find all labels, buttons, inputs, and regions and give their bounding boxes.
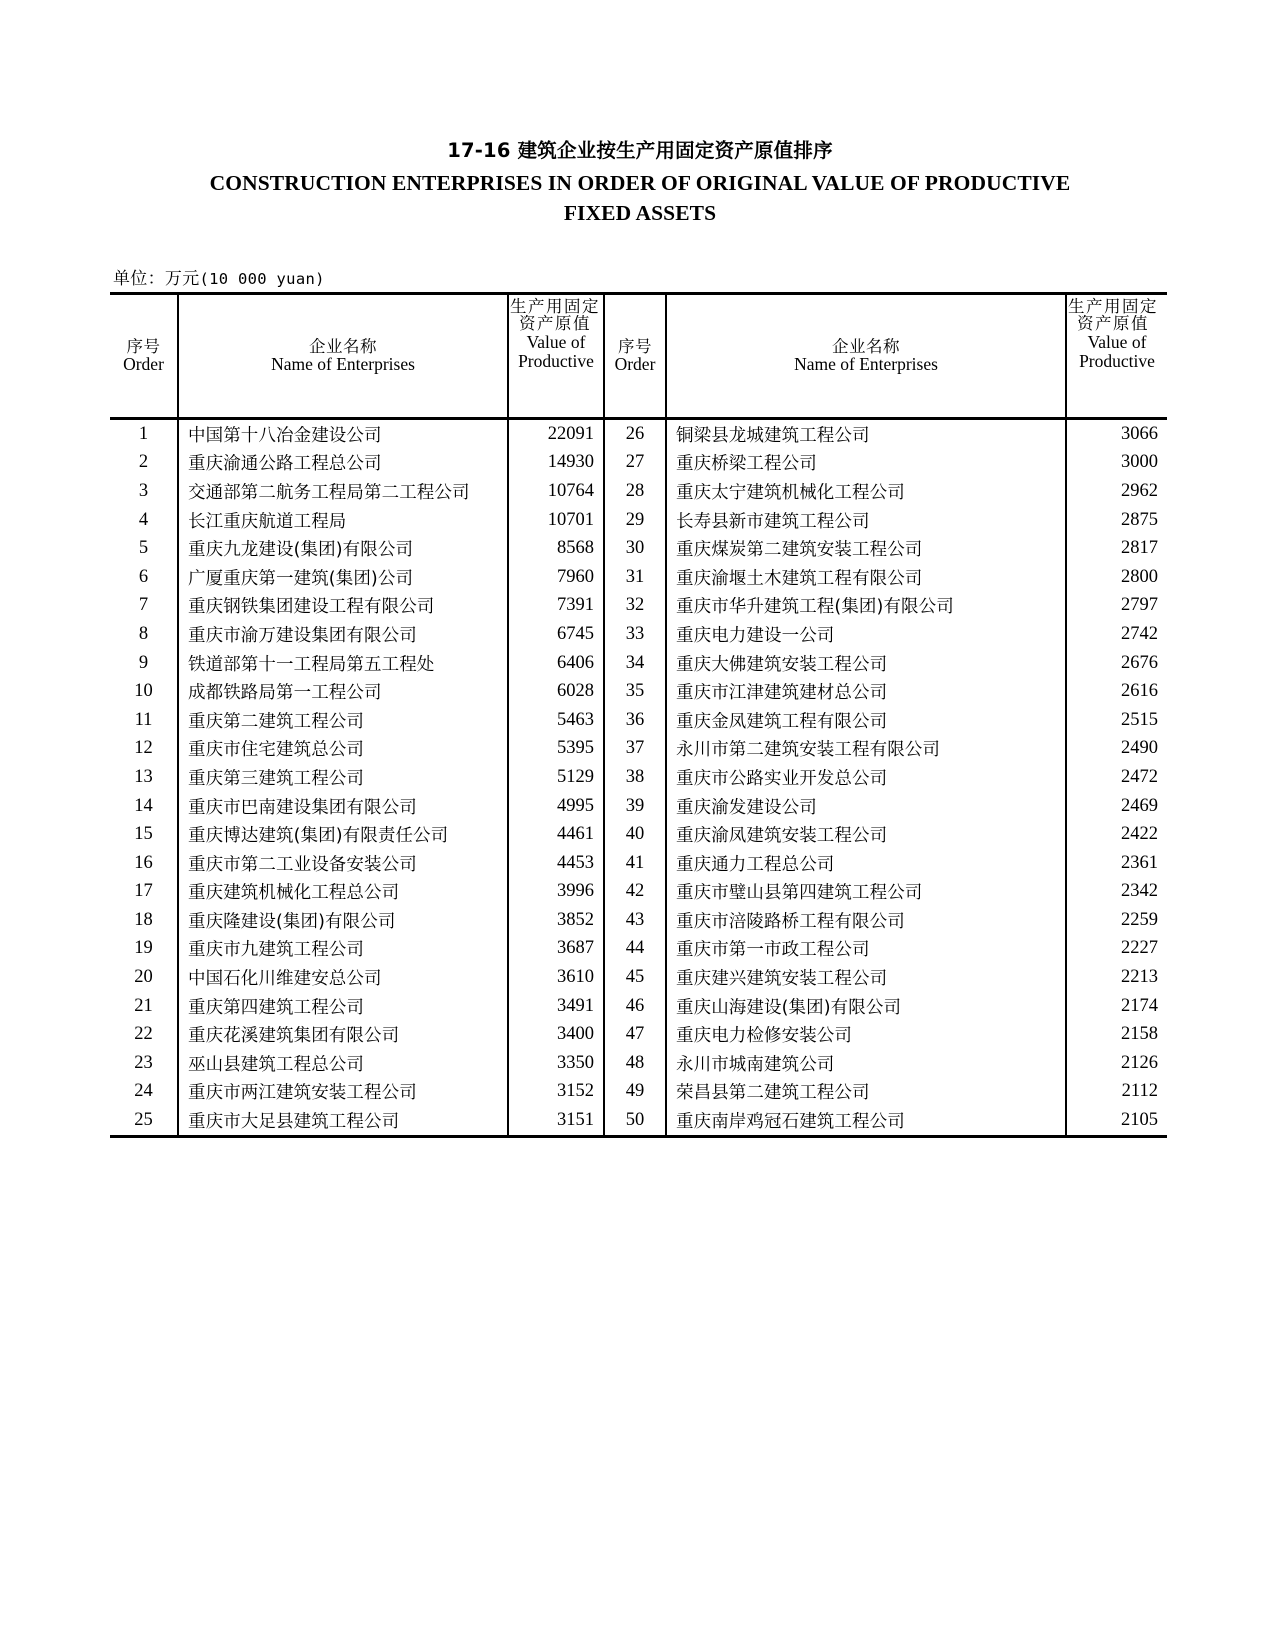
- row-value-right: 2126: [1066, 1049, 1167, 1078]
- table-body: [110, 420, 1167, 1135]
- row-name-left: 长江重庆航道工程局: [178, 506, 508, 535]
- row-value-left: 5395: [508, 735, 604, 764]
- row-name-left: 重庆市两江建筑安装工程公司: [178, 1078, 508, 1107]
- row-name-right: 重庆建兴建筑安装工程公司: [666, 963, 1066, 992]
- table-header-row: [110, 295, 1167, 417]
- row-name-left: 重庆第三建筑工程公司: [178, 763, 508, 792]
- row-order-left: 20: [134, 967, 153, 988]
- row-value-left: 10764: [508, 477, 604, 506]
- unit-note-english: (10 000 yuan): [199, 270, 325, 288]
- row-name-left: 中国石化川维建安总公司: [178, 963, 508, 992]
- row-name-left: 成都铁路局第一工程公司: [178, 677, 508, 706]
- row-name-left: 重庆钢铁集团建设工程有限公司: [178, 592, 508, 621]
- table-row: [110, 420, 1167, 449]
- row-value-left: 3151: [508, 1106, 604, 1135]
- table-header: [110, 295, 1167, 417]
- header-value-left-cn: 生产用固定资产原值: [510, 297, 600, 333]
- table-row: [110, 506, 1167, 535]
- row-value-left: 3610: [508, 963, 604, 992]
- row-order-left: 23: [134, 1052, 153, 1073]
- header-order-right-cn: 序号: [618, 336, 652, 356]
- table-row: [110, 992, 1167, 1021]
- row-value-right: 2797: [1066, 592, 1167, 621]
- row-order-right: 44: [604, 935, 666, 964]
- row-order-right: 38: [604, 763, 666, 792]
- row-name-left: 重庆博达建筑(集团)有限责任公司: [178, 820, 508, 849]
- header-name-right: [666, 295, 1066, 417]
- row-name-right: 重庆渝凤建筑安装工程公司: [666, 820, 1066, 849]
- row-name-right: 重庆渝发建设公司: [666, 792, 1066, 821]
- row-name-left: 交通部第二航务工程局第二工程公司: [178, 477, 508, 506]
- row-order-right: 26: [604, 420, 666, 449]
- header-value-right-cn: 生产用固定资产原值: [1068, 297, 1158, 333]
- header-order-left-cn: 序号: [126, 336, 161, 356]
- header-order-left-en: Order: [123, 354, 164, 375]
- header-value-left-en2: Productive: [518, 350, 594, 371]
- table-row: [110, 477, 1167, 506]
- table-row: [110, 620, 1167, 649]
- row-value-right: 2227: [1066, 935, 1167, 964]
- row-value-right: 2422: [1066, 820, 1167, 849]
- row-value-right: 2105: [1066, 1106, 1167, 1135]
- unit-note-chinese: 单位：万元: [113, 269, 200, 289]
- enterprises-table-wrapper: [110, 292, 1167, 1138]
- header-order-left: [110, 295, 178, 417]
- row-order-left: 9: [138, 652, 149, 673]
- row-name-right: 永川市城南建筑公司: [666, 1049, 1066, 1078]
- row-value-right: 2259: [1066, 906, 1167, 935]
- row-name-right: 重庆市第一市政工程公司: [666, 935, 1066, 964]
- table-row: [110, 878, 1167, 907]
- row-value-left: 3491: [508, 992, 604, 1021]
- row-order-left: 3: [138, 480, 149, 501]
- row-name-right: 重庆市涪陵路桥工程有限公司: [666, 906, 1066, 935]
- row-order-right: 32: [604, 592, 666, 621]
- row-value-right: 2616: [1066, 677, 1167, 706]
- table-row: [110, 906, 1167, 935]
- row-order-right: 39: [604, 792, 666, 821]
- header-order-right: [604, 295, 666, 417]
- row-name-left: 重庆市渝万建设集团有限公司: [178, 620, 508, 649]
- row-name-left: 重庆建筑机械化工程总公司: [178, 878, 508, 907]
- row-order-right: 31: [604, 563, 666, 592]
- row-name-left: 重庆市住宅建筑总公司: [178, 735, 508, 764]
- row-order-left: 18: [134, 909, 153, 930]
- row-value-left: 4995: [508, 792, 604, 821]
- row-value-right: 2342: [1066, 878, 1167, 907]
- table-row: [110, 649, 1167, 678]
- enterprises-table: [110, 295, 1167, 417]
- table-row: [110, 1106, 1167, 1135]
- row-order-left: 11: [134, 709, 153, 730]
- row-name-right: 荣昌县第二建筑工程公司: [666, 1078, 1066, 1107]
- table-row: [110, 935, 1167, 964]
- table-row: [110, 849, 1167, 878]
- row-order-left: 22: [134, 1024, 153, 1045]
- row-name-left: 重庆九龙建设(集团)有限公司: [178, 534, 508, 563]
- row-order-left: 12: [134, 738, 153, 759]
- row-order-left: 24: [134, 1081, 153, 1102]
- row-name-right: 重庆市公路实业开发总公司: [666, 763, 1066, 792]
- row-order-right: 27: [604, 449, 666, 478]
- page-title-english: [110, 168, 1170, 228]
- row-value-left: 6745: [508, 620, 604, 649]
- row-order-left: 1: [138, 423, 149, 444]
- row-order-right: 46: [604, 992, 666, 1021]
- header-name-left: [178, 295, 508, 417]
- row-name-right: 重庆通力工程总公司: [666, 849, 1066, 878]
- row-value-left: 3350: [508, 1049, 604, 1078]
- row-order-right: 29: [604, 506, 666, 535]
- row-value-right: 2515: [1066, 706, 1167, 735]
- table-row: [110, 1020, 1167, 1049]
- header-value-left-en1: Value of: [526, 331, 586, 352]
- row-name-right: 重庆市璧山县第四建筑工程公司: [666, 878, 1066, 907]
- row-name-left: 巫山县建筑工程总公司: [178, 1049, 508, 1078]
- row-name-right: 长寿县新市建筑工程公司: [666, 506, 1066, 535]
- row-order-right: 36: [604, 706, 666, 735]
- row-order-right: 33: [604, 620, 666, 649]
- header-name-left-en: Name of Enterprises: [271, 354, 415, 375]
- row-order-right: 47: [604, 1020, 666, 1049]
- header-name-left-cn: 企业名称: [309, 336, 377, 356]
- row-value-left: 3852: [508, 906, 604, 935]
- row-name-right: 重庆金凤建筑工程有限公司: [666, 706, 1066, 735]
- row-value-left: 3400: [508, 1020, 604, 1049]
- row-order-right: 49: [604, 1078, 666, 1107]
- row-value-right: 2112: [1066, 1078, 1167, 1107]
- row-name-left: 重庆市大足县建筑工程公司: [178, 1106, 508, 1135]
- table-row: [110, 706, 1167, 735]
- row-order-left: 25: [134, 1110, 153, 1131]
- row-order-right: 45: [604, 963, 666, 992]
- row-order-right: 48: [604, 1049, 666, 1078]
- table-row: [110, 534, 1167, 563]
- row-name-right: 永川市第二建筑安装工程有限公司: [666, 735, 1066, 764]
- header-value-left: [508, 295, 604, 417]
- row-value-left: 4461: [508, 820, 604, 849]
- row-value-right: 2817: [1066, 534, 1167, 563]
- row-order-left: 15: [134, 824, 153, 845]
- header-name-right-cn: 企业名称: [832, 336, 900, 356]
- row-value-right: 2174: [1066, 992, 1167, 1021]
- row-value-left: 22091: [508, 420, 604, 449]
- row-value-right: 2875: [1066, 506, 1167, 535]
- row-order-left: 17: [134, 881, 153, 902]
- table-row: [110, 1078, 1167, 1107]
- row-name-left: 重庆第二建筑工程公司: [178, 706, 508, 735]
- row-name-left: 重庆第四建筑工程公司: [178, 992, 508, 1021]
- row-value-left: 6406: [508, 649, 604, 678]
- row-order-right: 43: [604, 906, 666, 935]
- row-name-left: 重庆市九建筑工程公司: [178, 935, 508, 964]
- table-row: [110, 820, 1167, 849]
- row-order-left: 8: [138, 623, 149, 644]
- header-value-right-en1: Value of: [1087, 331, 1147, 352]
- table-row: [110, 563, 1167, 592]
- row-value-right: 2158: [1066, 1020, 1167, 1049]
- row-name-left: 中国第十八冶金建设公司: [178, 420, 508, 449]
- row-value-right: 2742: [1066, 620, 1167, 649]
- row-name-right: 重庆太宁建筑机械化工程公司: [666, 477, 1066, 506]
- header-name-right-en: Name of Enterprises: [794, 354, 938, 375]
- row-name-left: 广厦重庆第一建筑(集团)公司: [178, 563, 508, 592]
- row-value-left: 10701: [508, 506, 604, 535]
- row-value-left: 14930: [508, 449, 604, 478]
- row-order-left: 13: [134, 766, 153, 787]
- table-row: [110, 792, 1167, 821]
- row-name-left: 重庆花溪建筑集团有限公司: [178, 1020, 508, 1049]
- row-name-right: 重庆渝堰土木建筑工程有限公司: [666, 563, 1066, 592]
- row-value-right: 2962: [1066, 477, 1167, 506]
- row-value-left: 8568: [508, 534, 604, 563]
- row-value-right: 2676: [1066, 649, 1167, 678]
- row-name-right: 重庆桥梁工程公司: [666, 449, 1066, 478]
- row-value-left: 5129: [508, 763, 604, 792]
- row-name-right: 铜梁县龙城建筑工程公司: [666, 420, 1066, 449]
- table-bottom-rule: [110, 1135, 1167, 1138]
- row-order-left: 10: [134, 681, 153, 702]
- row-order-right: 28: [604, 477, 666, 506]
- row-value-right: 2469: [1066, 792, 1167, 821]
- page-title-english-line1: CONSTRUCTION ENTERPRISES IN ORDER OF ORIGINAL VALUE OF PRODUCTIVE: [209, 171, 1071, 195]
- row-name-right: 重庆市华升建筑工程(集团)有限公司: [666, 592, 1066, 621]
- table-row: [110, 592, 1167, 621]
- row-value-left: 4453: [508, 849, 604, 878]
- row-value-left: 3996: [508, 878, 604, 907]
- row-name-right: 重庆煤炭第二建筑安装工程公司: [666, 534, 1066, 563]
- enterprises-table-body: [110, 420, 1167, 1135]
- table-row: [110, 963, 1167, 992]
- row-value-left: 3152: [508, 1078, 604, 1107]
- row-name-right: 重庆电力检修安装公司: [666, 1020, 1066, 1049]
- row-order-left: 5: [138, 538, 149, 559]
- page-title-chinese: 17-16 建筑企业按生产用固定资产原值排序: [447, 139, 833, 162]
- row-value-left: 6028: [508, 677, 604, 706]
- unit-note: [113, 264, 325, 289]
- row-order-right: 35: [604, 677, 666, 706]
- row-value-right: 2361: [1066, 849, 1167, 878]
- row-order-right: 30: [604, 534, 666, 563]
- row-order-right: 40: [604, 820, 666, 849]
- row-order-left: 6: [138, 566, 149, 587]
- row-order-right: 50: [604, 1106, 666, 1135]
- row-name-left: 铁道部第十一工程局第五工程处: [178, 649, 508, 678]
- row-order-right: 34: [604, 649, 666, 678]
- header-value-right: [1066, 295, 1167, 417]
- row-order-left: 4: [138, 509, 149, 530]
- row-order-left: 19: [134, 938, 153, 959]
- row-value-right: 3000: [1066, 449, 1167, 478]
- table-row: [110, 449, 1167, 478]
- row-order-left: 14: [134, 795, 153, 816]
- row-name-left: 重庆市第二工业设备安装公司: [178, 849, 508, 878]
- row-name-right: 重庆南岸鸡冠石建筑工程公司: [666, 1106, 1066, 1135]
- row-order-right: 37: [604, 735, 666, 764]
- row-name-right: 重庆电力建设一公司: [666, 620, 1066, 649]
- header-order-right-en: Order: [614, 354, 656, 375]
- row-order-left: 2: [138, 452, 149, 473]
- row-name-right: 重庆市江津建筑建材总公司: [666, 677, 1066, 706]
- header-value-right-en2: Productive: [1079, 350, 1155, 371]
- row-value-right: 2490: [1066, 735, 1167, 764]
- row-order-right: 41: [604, 849, 666, 878]
- table-row: [110, 763, 1167, 792]
- row-order-left: 16: [134, 852, 153, 873]
- row-value-left: 7391: [508, 592, 604, 621]
- title-block: [110, 138, 1170, 228]
- page-title-english-line2: FIXED ASSETS: [563, 201, 717, 225]
- row-value-right: 2472: [1066, 763, 1167, 792]
- row-value-right: 3066: [1066, 420, 1167, 449]
- row-order-left: 7: [138, 595, 149, 616]
- row-value-right: 2800: [1066, 563, 1167, 592]
- row-name-right: 重庆大佛建筑安装工程公司: [666, 649, 1066, 678]
- row-name-left: 重庆市巴南建设集团有限公司: [178, 792, 508, 821]
- table-row: [110, 735, 1167, 764]
- table-row: [110, 677, 1167, 706]
- row-order-right: 42: [604, 878, 666, 907]
- row-name-left: 重庆渝通公路工程总公司: [178, 449, 508, 478]
- table-row: [110, 1049, 1167, 1078]
- row-value-left: 3687: [508, 935, 604, 964]
- row-name-right: 重庆山海建设(集团)有限公司: [666, 992, 1066, 1021]
- row-name-left: 重庆隆建设(集团)有限公司: [178, 906, 508, 935]
- row-value-left: 7960: [508, 563, 604, 592]
- row-order-left: 21: [134, 995, 153, 1016]
- row-value-left: 5463: [508, 706, 604, 735]
- row-value-right: 2213: [1066, 963, 1167, 992]
